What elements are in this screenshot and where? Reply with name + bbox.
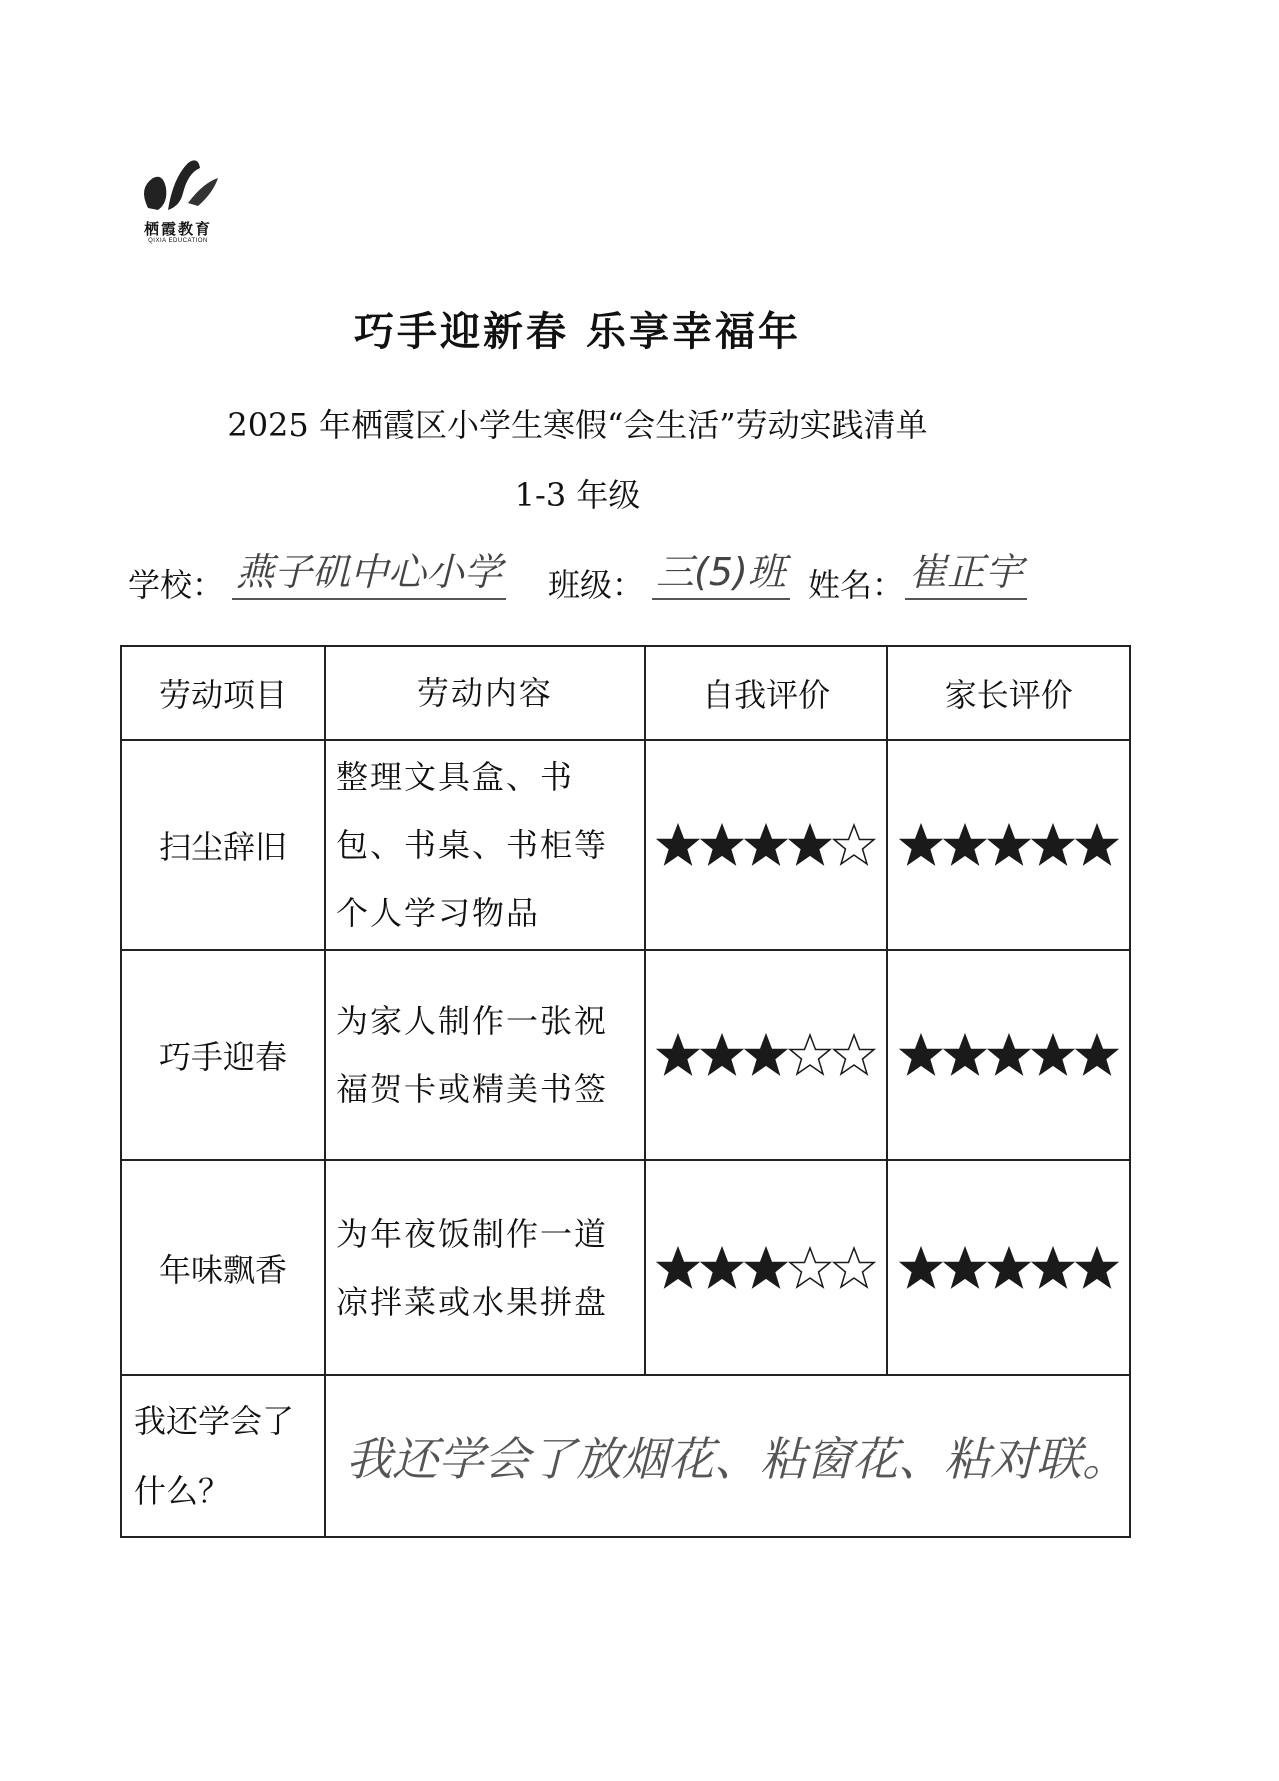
filled-star-icon	[700, 823, 744, 867]
filled-star-icon	[1075, 823, 1119, 867]
name-label: 姓名：	[808, 566, 905, 604]
empty-star-icon	[788, 1246, 832, 1290]
page-title: 巧手迎新春 乐享幸福年	[354, 308, 801, 355]
parent-rating-stars	[889, 823, 1128, 867]
self-rating-stars	[647, 823, 886, 867]
filled-star-icon	[656, 1246, 700, 1290]
self-rating-stars	[647, 1246, 886, 1290]
grade-label: 1-3 年级	[514, 476, 641, 514]
filled-star-icon	[700, 1033, 744, 1077]
class-value: 三(5)班	[652, 548, 790, 600]
row-item: 年味飘香	[121, 1160, 325, 1375]
filled-star-icon	[987, 823, 1031, 867]
row-content: 整理文具盒、书包、书桌、书柜等个人学习物品	[325, 740, 645, 950]
table-row	[121, 950, 1130, 1160]
row-content: 为家人制作一张祝福贺卡或精美书签	[325, 950, 645, 1160]
filled-star-icon	[943, 823, 987, 867]
logo	[128, 148, 228, 258]
filled-star-icon	[899, 823, 943, 867]
header-self-rating: 自我评价	[645, 646, 888, 740]
empty-star-icon	[832, 1033, 876, 1077]
filled-star-icon	[1031, 823, 1075, 867]
filled-star-icon	[656, 823, 700, 867]
labor-table	[120, 645, 1131, 1538]
row-item: 扫尘辞旧	[121, 740, 325, 950]
header-parent-rating: 家长评价	[887, 646, 1130, 740]
row-content: 为年夜饭制作一道凉拌菜或水果拼盘	[325, 1160, 645, 1375]
header-content: 劳动内容	[325, 646, 645, 740]
learned-label: 我还学会了什么？	[121, 1375, 325, 1537]
filled-star-icon	[744, 1033, 788, 1077]
school-value: 燕子矶中心小学	[232, 548, 506, 600]
school-label: 学校：	[128, 566, 225, 604]
class-label: 班级：	[548, 566, 645, 604]
row-item: 巧手迎春	[121, 950, 325, 1160]
filled-star-icon	[943, 1246, 987, 1290]
empty-star-icon	[832, 1246, 876, 1290]
filled-star-icon	[943, 1033, 987, 1077]
page-subtitle: 2025 年栖霞区小学生寒假“会生活”劳动实践清单	[227, 406, 928, 444]
filled-star-icon	[899, 1033, 943, 1077]
filled-star-icon	[656, 1033, 700, 1077]
header-item: 劳动项目	[121, 646, 325, 740]
table-row-learned	[121, 1375, 1130, 1537]
filled-star-icon	[987, 1033, 1031, 1077]
empty-star-icon	[832, 823, 876, 867]
self-rating-stars	[647, 1033, 886, 1077]
filled-star-icon	[1031, 1033, 1075, 1077]
empty-star-icon	[788, 1033, 832, 1077]
filled-star-icon	[1075, 1246, 1119, 1290]
filled-star-icon	[744, 1246, 788, 1290]
table-row	[121, 740, 1130, 950]
filled-star-icon	[987, 1246, 1031, 1290]
filled-star-icon	[788, 823, 832, 867]
logo-text: 栖霞教育	[143, 220, 212, 238]
swan-logo-icon	[128, 148, 228, 218]
filled-star-icon	[899, 1246, 943, 1290]
parent-rating-stars	[889, 1033, 1128, 1077]
learned-value: 我还学会了放烟花、粘窗花、粘对联。	[325, 1375, 1130, 1537]
filled-star-icon	[744, 823, 788, 867]
filled-star-icon	[1031, 1246, 1075, 1290]
filled-star-icon	[700, 1246, 744, 1290]
table-row	[121, 1160, 1130, 1375]
name-value: 崔正宇	[905, 548, 1027, 600]
parent-rating-stars	[889, 1246, 1128, 1290]
logo-subtext: QIXIA EDUCATION	[148, 238, 208, 244]
table-header-row	[121, 646, 1130, 740]
filled-star-icon	[1075, 1033, 1119, 1077]
